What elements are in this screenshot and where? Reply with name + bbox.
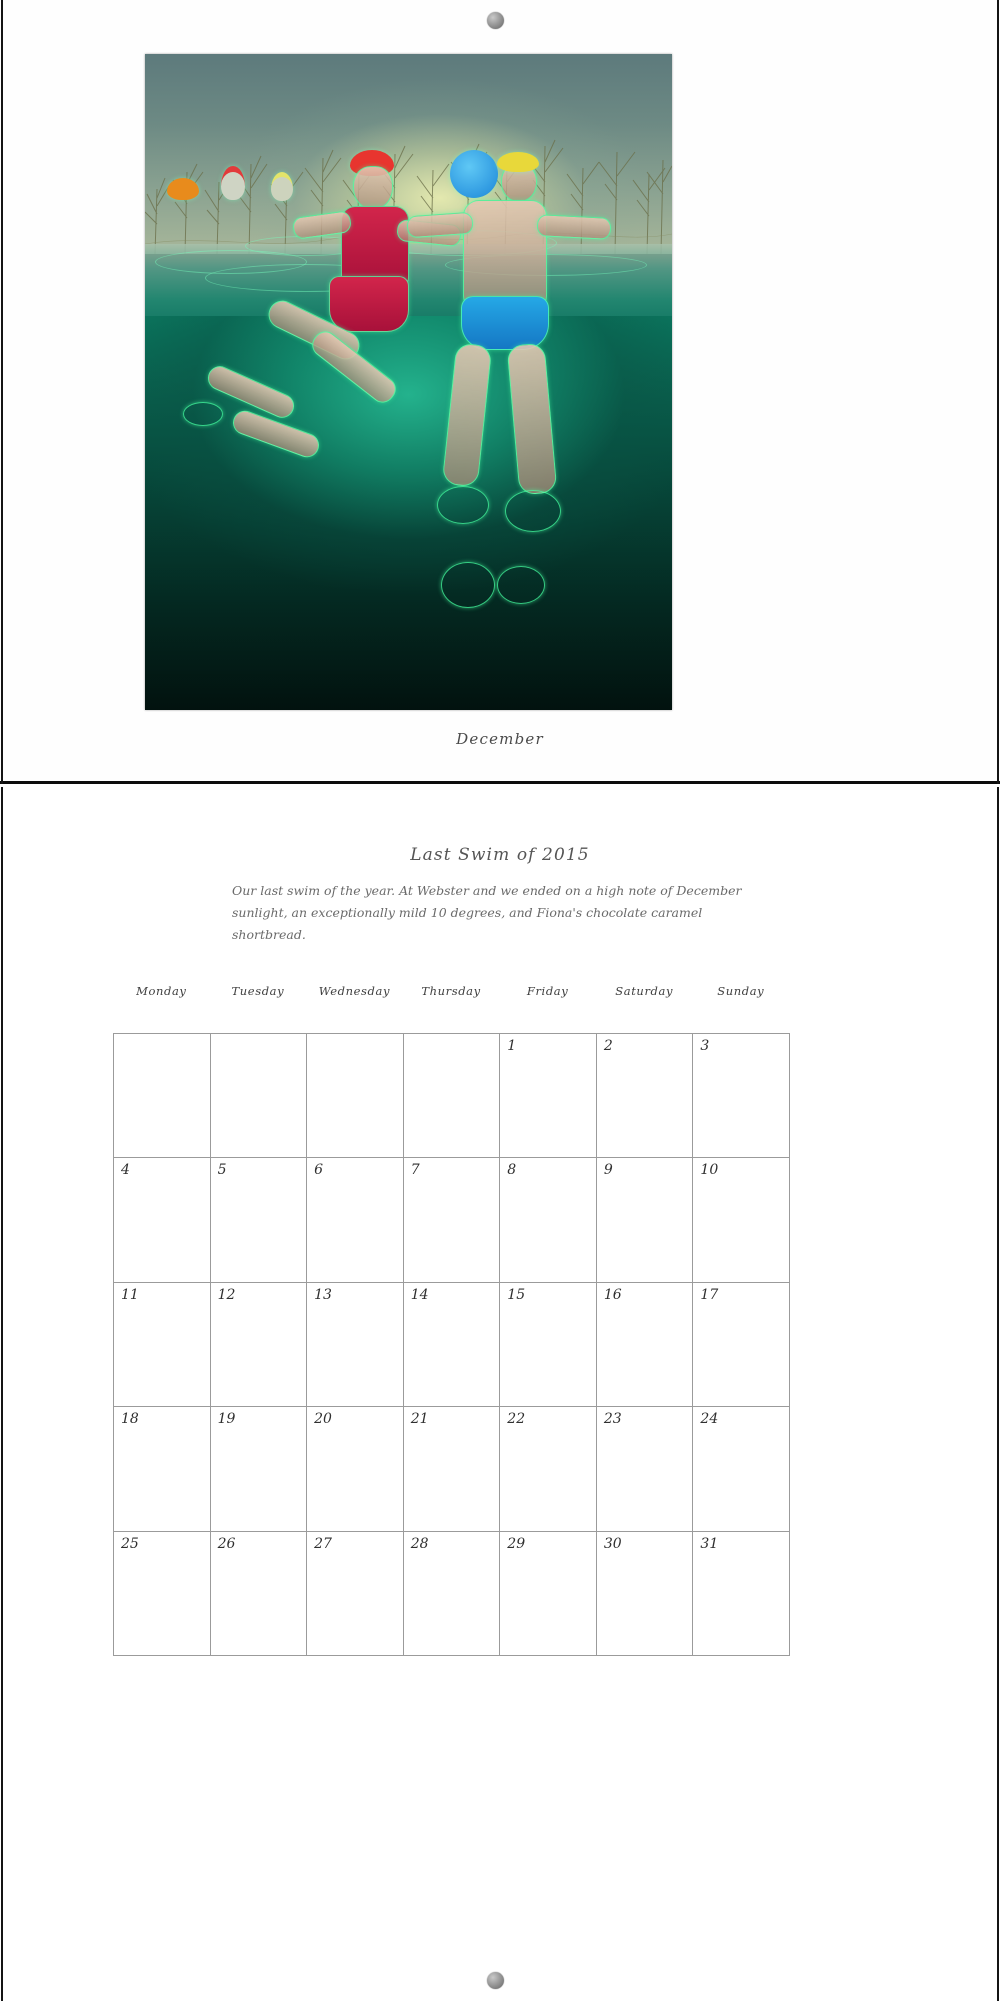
calendar-note: Our last swim of the year. At Webster and we ended on a high note of December sunlight, an exceptionally mild 10 degrees, and Fiona's chocolate caramel shortbread. [232,883,742,942]
calendar-day-number: 16 [603,1286,622,1303]
calendar-day-number: 29 [507,1535,526,1552]
swimmer2-foot-right-outline [505,490,561,532]
calendar-day-number: 11 [121,1286,139,1303]
calendar-day-number: 8 [507,1162,517,1179]
swimmer-red-swimsuit-bottom [329,276,409,332]
calendar-day-number: 12 [217,1286,236,1303]
weekday-friday: Friday [526,984,569,998]
calendar-day-number: 22 [507,1411,526,1428]
sheet-edge-right [997,0,999,784]
swimmer2-foot-far-outline [497,566,545,604]
swim-cap-yellow-small-icon [271,172,293,201]
calendar-cell-day[interactable] [211,1532,308,1656]
calendar-day-number: 2 [603,1038,613,1054]
weekday-header-row [113,984,789,998]
calendar-day-number: 20 [314,1411,332,1428]
calendar-day-number: 23 [603,1411,622,1428]
calendar-cell-empty[interactable] [307,1034,404,1158]
weekday-tuesday: Tuesday [231,984,285,998]
calendar-day-number: 21 [410,1411,429,1428]
swimmer-red-swimsuit-top [341,206,409,286]
calendar-day-number: 31 [700,1535,719,1552]
calendar-day-number: 7 [410,1162,420,1179]
calendar-cell-day[interactable] [404,1283,501,1407]
calendar-day-number: 1 [507,1038,517,1054]
calendar-cell-day[interactable] [500,1407,597,1531]
binding-rivet-top-icon [487,12,504,29]
calendar-cell-day[interactable] [500,1158,597,1282]
calendar-day-number: 24 [700,1411,719,1428]
calendar-day-number: 14 [410,1286,429,1303]
swimmer2-foot-left-outline [437,486,489,524]
calendar-cell-day[interactable] [114,1283,211,1407]
calendar-day-number: 27 [314,1535,332,1552]
calendar-cell-day[interactable] [114,1158,211,1282]
calendar-title: Last Swim of 2015 [410,845,590,865]
artwork-image [145,54,672,710]
calendar-day-number: 18 [121,1411,139,1428]
weekday-thursday: Thursday [421,984,481,998]
sheet-edge-left [1,0,3,784]
calendar-day-number: 10 [700,1162,719,1179]
calendar-cell-day[interactable] [597,1407,694,1531]
calendar-cell-empty[interactable] [114,1034,211,1158]
binding-rivet-bottom-icon [487,1972,504,1989]
calendar-day-number: 6 [314,1162,324,1179]
calendar-day-number: 3 [700,1038,710,1054]
swimmer-head [353,166,393,210]
weekday-monday: Monday [136,984,187,998]
calendar-cell-day[interactable] [114,1532,211,1656]
calendar-day-number: 30 [603,1535,622,1552]
calendar-cell-day[interactable] [500,1034,597,1158]
calendar-cell-day[interactable] [307,1158,404,1282]
calendar-day-number: 17 [700,1286,719,1303]
calendar-cell-day[interactable] [307,1532,404,1656]
weekday-saturday: Saturday [615,984,674,998]
calendar-day-number: 25 [121,1535,139,1552]
weekday-wednesday: Wednesday [318,984,391,998]
calendar-sheet [0,787,1000,2001]
calendar-cell-day[interactable] [307,1407,404,1531]
calendar-day-number: 26 [217,1535,236,1552]
calendar-cell-day[interactable] [404,1407,501,1531]
calendar-day-number: 4 [121,1162,130,1179]
calendar-day-number: 5 [217,1162,227,1179]
calendar-cell-day[interactable] [693,1158,790,1282]
calendar-cell-day[interactable] [114,1407,211,1531]
calendar-cell-day[interactable] [211,1283,308,1407]
swimmer2-blue-swimsuit [461,296,549,350]
calendar-cell-day[interactable] [404,1532,501,1656]
calendar-cell-day[interactable] [307,1283,404,1407]
month-caption: December [456,730,544,748]
sheet-edge-left [1,787,3,2001]
swimmer2-arm-right [536,214,611,240]
calendar-cell-day[interactable] [500,1283,597,1407]
calendar-cell-day[interactable] [597,1532,694,1656]
calendar-cell-day[interactable] [597,1034,694,1158]
swim-cap-blue-icon [450,150,498,198]
calendar-cell-day[interactable] [693,1283,790,1407]
swimmer2-foot-lower-outline [441,562,495,608]
calendar-cell-empty[interactable] [211,1034,308,1158]
calendar-cell-day[interactable] [693,1034,790,1158]
weekday-sunday: Sunday [717,984,765,998]
calendar-cell-day[interactable] [211,1407,308,1531]
calendar-day-number: 9 [603,1162,613,1179]
calendar-grid [113,1033,790,1656]
calendar-cell-day[interactable] [597,1283,694,1407]
calendar-day-number: 15 [507,1286,526,1303]
swimmer2-arm-left [406,212,473,239]
swim-cap-yellow-icon [497,152,539,172]
calendar-cell-empty[interactable] [404,1034,501,1158]
swim-cap-red-small-icon [221,166,245,200]
swim-cap-orange-icon [167,178,199,200]
sheet-edge-right [997,787,999,2001]
calendar-cell-day[interactable] [211,1158,308,1282]
calendar-cell-day[interactable] [500,1532,597,1656]
calendar-cell-day[interactable] [693,1532,790,1656]
calendar-day-number: 13 [314,1286,332,1303]
swimmer-foot-outline [183,402,223,426]
calendar-day-number: 19 [217,1411,236,1428]
calendar-cell-day[interactable] [404,1158,501,1282]
illustration-sheet [0,0,1000,784]
calendar-day-number: 28 [410,1535,429,1552]
calendar-cell-day[interactable] [597,1158,694,1282]
calendar-cell-day[interactable] [693,1407,790,1531]
